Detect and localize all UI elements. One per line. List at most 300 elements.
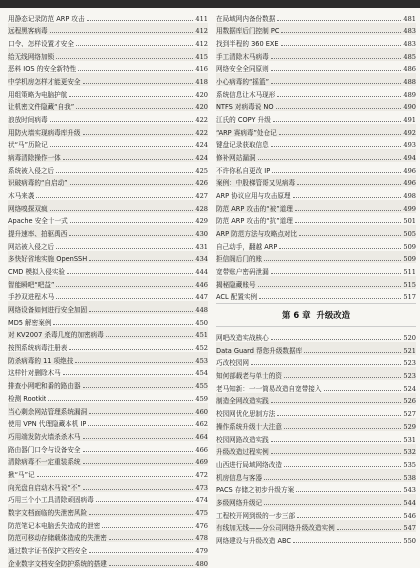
toc-entry-title: 状“马”历险记 [8, 141, 48, 150]
toc-entry-title: 校园网路改造实践 [216, 435, 269, 444]
toc-entry-title: 不许你私自更改 IP [216, 166, 271, 175]
toc-entry-title: 网络建设与升级改造 ABC [216, 536, 291, 545]
dot-leader [56, 285, 193, 287]
toc-entry[interactable] [216, 200, 416, 213]
dot-leader [88, 424, 193, 426]
toc-entry-title: 用组策略为电脑护航 [8, 90, 68, 99]
toc-entry-title: 修补网站漏洞 [216, 154, 256, 163]
dot-leader [56, 57, 193, 59]
toc-entry-title: 恶料 IOS 的安全新特性 [8, 65, 77, 74]
toc-entry-page: 517 [403, 293, 416, 302]
toc-entry-page: 420 [195, 103, 208, 112]
toc-entry-page: 483 [403, 40, 416, 49]
dot-leader [271, 401, 402, 403]
dot-leader [284, 427, 401, 429]
toc-entry[interactable] [8, 86, 208, 99]
toc-entry-page: 475 [195, 508, 208, 517]
dot-leader [69, 234, 193, 236]
toc-entry-page: 523 [403, 359, 416, 368]
toc-entry[interactable] [216, 380, 416, 393]
toc-entry[interactable] [216, 149, 416, 162]
toc-entry-title: 清除病毒不一定重装系统 [8, 458, 81, 467]
dot-leader [271, 82, 401, 84]
toc-entry-page: 450 [195, 318, 208, 327]
dot-leader [69, 348, 193, 350]
toc-entry[interactable] [8, 213, 208, 226]
toc-entry-title: ARP 协议应用与攻击原理 [216, 192, 291, 201]
toc-entry-page: 422 [195, 128, 208, 137]
toc-entry-page: 521 [403, 346, 416, 355]
toc-entry[interactable] [216, 329, 416, 342]
toc-entry-title: 多快好省地实施 OpenSSH [8, 255, 88, 264]
toc-entry[interactable] [216, 111, 416, 124]
dot-leader [83, 82, 194, 84]
toc-entry-title: 知何部载老与单士的资 [216, 372, 282, 381]
dot-leader [304, 351, 401, 353]
toc-entry-title: 给无线网络加锁 [8, 52, 55, 61]
toc-entry-page: 466 [195, 445, 208, 454]
dot-leader [109, 538, 194, 540]
toc-entry[interactable] [8, 352, 208, 365]
toc-entry-page: 462 [195, 420, 208, 429]
toc-entry[interactable] [8, 327, 208, 340]
toc-entry[interactable] [216, 456, 416, 469]
dot-leader [297, 516, 401, 518]
toc-entry-page: 498 [403, 192, 416, 201]
toc-entry-page: 505 [403, 230, 416, 239]
dot-leader [251, 363, 401, 365]
toc-entry[interactable] [8, 200, 208, 213]
toc-entry[interactable] [8, 73, 208, 86]
dot-leader [89, 551, 193, 553]
toc-entry[interactable] [216, 23, 416, 36]
toc-entry-page: 424 [195, 141, 208, 150]
toc-entry-title: 路由器门口令与设备安全 [8, 445, 81, 454]
dot-leader [295, 221, 402, 223]
toc-entry-page: 452 [195, 344, 208, 353]
dot-leader [50, 145, 194, 147]
toc-entry-page: 494 [403, 154, 416, 163]
toc-entry-page: 425 [195, 166, 208, 175]
toc-entry-title: CMD 模拟入侵实验 [8, 268, 66, 277]
toc-entry[interactable] [216, 532, 416, 545]
toc-entry-title: 企业数字文档安全防护系统的搭建 [8, 559, 107, 568]
toc-entry[interactable] [216, 494, 416, 507]
toc-entry[interactable] [8, 99, 208, 112]
toc-entry-page: 485 [403, 52, 416, 61]
toc-entry-title: 系统被入侵之后 [8, 166, 55, 175]
toc-entry[interactable] [8, 137, 208, 150]
toc-entry-title: 巧用三个小工具清除顽固病毒 [8, 496, 94, 505]
toc-entry[interactable] [8, 314, 208, 327]
toc-entry-page: 472 [195, 470, 208, 479]
dot-leader [89, 310, 193, 312]
dot-leader [89, 412, 193, 414]
toc-entry-page: 447 [195, 293, 208, 302]
toc-entry[interactable] [216, 393, 416, 406]
toc-entry-title: Data Guard 帮您升级数据库 [216, 346, 303, 355]
toc-entry-title: 揭秘隐藏账号 [216, 280, 256, 289]
toc-entry-page: 448 [195, 306, 208, 315]
toc-entry-page: 547 [403, 524, 416, 533]
dot-leader [284, 465, 401, 467]
toc-entry[interactable] [216, 238, 416, 251]
toc-entry-page: 454 [195, 369, 208, 378]
toc-entry-page: 532 [403, 448, 416, 457]
toc-entry-page: 509 [403, 242, 416, 251]
toc-entry-title: 系统信息让木马现形 [216, 90, 276, 99]
toc-entry-title: 当心剩余网站管理系统漏洞 [8, 407, 88, 416]
toc-entry-title: 通过数字证书保护文档安全 [8, 546, 88, 555]
dot-leader [271, 452, 402, 454]
toc-entry[interactable] [8, 251, 208, 264]
toc-entry[interactable] [8, 61, 208, 74]
dot-leader [89, 513, 193, 515]
toc-entry-title: 浪放时间病毒 [8, 116, 48, 125]
toc-entry-page: 434 [195, 255, 208, 264]
toc-entry-title: 有线加无线——分公司网络升级改造实例 [216, 524, 335, 533]
toc-entry[interactable] [8, 504, 208, 517]
toc-entry-title: 识破病毒的“自启动” [8, 179, 68, 188]
toc-entry-title: 巧改校园网 [216, 359, 249, 368]
dot-leader [83, 488, 194, 490]
dot-leader [272, 171, 401, 173]
dot-leader [83, 450, 194, 452]
toc-entry[interactable] [216, 48, 416, 61]
toc-entry[interactable] [8, 377, 208, 390]
dot-leader [293, 541, 401, 543]
toc-entry-page: 411 [195, 14, 208, 23]
dot-leader [324, 389, 402, 391]
dot-leader [56, 171, 193, 173]
toc-entry-page: 418 [195, 78, 208, 87]
dot-leader [63, 158, 194, 160]
toc-entry[interactable] [8, 428, 208, 441]
dot-leader [102, 526, 193, 528]
toc-entry-title: 制造全网改造实践 [216, 397, 269, 406]
toc-entry-title: 让机密文件隐藏“自我” [8, 103, 75, 112]
toc-entry[interactable] [216, 289, 416, 302]
toc-entry-page: 453 [195, 356, 208, 365]
toc-entry[interactable] [8, 441, 208, 454]
toc-entry-page: 488 [403, 78, 416, 87]
dot-leader [48, 399, 193, 401]
dot-leader [279, 133, 402, 135]
dot-leader [296, 490, 401, 492]
toc-entry[interactable] [216, 418, 416, 431]
toc-entry[interactable] [8, 390, 208, 403]
dot-leader [299, 234, 401, 236]
toc-entry[interactable] [8, 517, 208, 530]
toc-entry-page: 526 [403, 397, 416, 406]
toc-entry-page: 509 [403, 255, 416, 264]
toc-entry-page: 483 [403, 27, 416, 36]
header-banner [0, 0, 420, 8]
toc-entry-title: 远程黑客病毒 [8, 27, 48, 36]
toc-entry-title: 网络安全全同原则 [216, 65, 269, 74]
toc-entry-title: 小心病毒的“摇篮” [216, 78, 269, 87]
toc-entry-title: 按图系统病毒注册表 [8, 344, 68, 353]
toc-entry-title: 网络嗅探双疯 [8, 204, 48, 213]
toc-entry-title: MD5 解密案例 [8, 318, 52, 327]
dot-leader [297, 183, 401, 185]
toc-entry[interactable] [8, 225, 208, 238]
toc-entry-page: 422 [195, 116, 208, 125]
toc-entry-title: 这样针对删除木马 [8, 369, 61, 378]
toc-entry-page: 460 [195, 407, 208, 416]
toc-entry[interactable] [8, 111, 208, 124]
dot-leader [37, 475, 194, 477]
toc-entry-title: 向光盘自启动木马说“不” [8, 483, 81, 492]
dot-leader [293, 196, 402, 198]
toc-entry-page: 430 [195, 230, 208, 239]
toc-entry-page: 550 [403, 536, 416, 545]
toc-entry[interactable] [8, 454, 208, 467]
toc-entry-page: 535 [403, 460, 416, 469]
toc-entry[interactable] [216, 520, 416, 533]
toc-entry[interactable] [8, 263, 208, 276]
toc-entry-page: 493 [403, 141, 416, 150]
toc-entry-page: 546 [403, 511, 416, 520]
dot-leader [279, 247, 401, 249]
toc-entry-title: 多级网络升级记 [216, 498, 263, 507]
toc-entry-page: 451 [195, 331, 208, 340]
toc-entry[interactable] [216, 99, 416, 112]
toc-entry-title: 防杀病毒的 11 项绝技 [8, 356, 74, 365]
dot-leader [78, 69, 193, 71]
toc-entry-title: 升级改造过程实例 [216, 448, 269, 457]
toc-entry-title: 防范 ARP 攻击的“被”道理 [216, 204, 293, 213]
toc-entry-page: 496 [403, 166, 416, 175]
toc-entry[interactable] [8, 35, 208, 48]
toc-entry-title: 用防火墙实现病毒库升级 [8, 128, 81, 137]
toc-entry-page: 529 [403, 422, 416, 431]
toc-entry[interactable] [216, 61, 416, 74]
toc-entry-page: 431 [195, 242, 208, 251]
toc-entry[interactable] [216, 482, 416, 495]
toc-entry-page: 491 [403, 116, 416, 125]
toc-entry-page: 444 [195, 268, 208, 277]
toc-entry-page: 412 [195, 27, 208, 36]
toc-entry[interactable] [216, 276, 416, 289]
toc-entry[interactable] [216, 263, 416, 276]
dot-leader [258, 158, 402, 160]
toc-entry[interactable] [8, 492, 208, 505]
toc-entry[interactable] [8, 289, 208, 302]
toc-entry[interactable] [8, 416, 208, 429]
dot-leader [75, 361, 193, 363]
toc-entry-title: 机房信息与客器 [216, 473, 263, 482]
chapter-number: 第 6 章 [282, 310, 311, 321]
toc-entry[interactable] [216, 251, 416, 264]
toc-entry[interactable] [216, 137, 416, 150]
toc-entry-title: 江氏的 COPY 升级 [216, 116, 271, 125]
dot-leader [284, 376, 401, 378]
toc-entry-title: 拒信阁后门的账 [216, 255, 263, 264]
toc-entry-title: 中学机房怎样才能更安全 [8, 78, 81, 87]
toc-entry-page: 479 [195, 546, 208, 555]
toc-entry-page: 446 [195, 280, 208, 289]
toc-entry-title: 用静态记录防范 ARP 攻击 [8, 14, 85, 23]
toc-entry-title: 排查小网吧和番的路由器 [8, 382, 81, 391]
dot-leader [83, 437, 194, 439]
toc-entry-title: 病毒清除操作一体 [8, 154, 61, 163]
toc-entry[interactable] [216, 73, 416, 86]
dot-leader [337, 528, 402, 530]
toc-entry-page: 490 [403, 103, 416, 112]
toc-entry-page: 459 [195, 394, 208, 403]
toc-entry-title: ARP 防范方法与攻略点对比 [216, 230, 298, 239]
toc-entry-title: 手抄双进程木马 [8, 293, 55, 302]
toc-entry[interactable] [8, 238, 208, 251]
dot-leader [277, 414, 401, 416]
toc-entry[interactable] [8, 162, 208, 175]
dot-leader [271, 272, 402, 274]
toc-entry[interactable] [8, 555, 208, 568]
toc-entry[interactable] [216, 431, 416, 444]
toc-entry[interactable] [216, 367, 416, 380]
toc-entry-page: 420 [195, 90, 208, 99]
toc-entry[interactable] [216, 10, 416, 23]
toc-entry-title: 对 KV2007 杀毒几度的加密病毒 [8, 331, 104, 340]
toc-entry[interactable] [8, 403, 208, 416]
dot-leader [281, 44, 402, 46]
dot-leader [76, 107, 193, 109]
dot-leader [83, 386, 194, 388]
toc-entry-title: 校园网优化思制方法 [216, 410, 276, 419]
dot-leader [63, 373, 194, 375]
toc-entry[interactable] [8, 187, 208, 200]
toc-entry-title: 工程校开网到级的一步三部 [216, 511, 296, 520]
toc-entry[interactable] [8, 23, 208, 36]
toc-entry-page: 429 [195, 217, 208, 226]
toc-entry-title: ACL 配置实例 [216, 293, 258, 302]
toc-entry-title: 使用 VPN 代理隐藏本机 IP [8, 420, 87, 429]
toc-entry-page: 427 [195, 192, 208, 201]
toc-entry-title: 防范可移动存储载体造成的失泄密 [8, 534, 107, 543]
dot-leader [70, 183, 194, 185]
dot-leader [277, 95, 401, 97]
toc-entry[interactable] [216, 175, 416, 188]
toc-entry-page: 469 [195, 458, 208, 467]
toc-entry[interactable] [216, 35, 416, 48]
toc-entry[interactable] [8, 175, 208, 188]
dot-leader [87, 19, 194, 21]
dot-leader [106, 335, 194, 337]
toc-entry-title: 网络设备如何进行安全加固 [8, 306, 88, 315]
dot-leader [277, 19, 401, 21]
toc-entry[interactable] [8, 365, 208, 378]
dot-leader [70, 221, 194, 223]
toc-entry-page: 544 [403, 498, 416, 507]
toc-entry[interactable] [216, 124, 416, 137]
toc-entry[interactable] [216, 507, 416, 520]
toc-entry-title: 防范笔记本电脑丢失造成的泄密 [8, 521, 101, 530]
toc-entry[interactable] [8, 479, 208, 492]
toc-entry[interactable] [216, 355, 416, 368]
toc-entry[interactable] [8, 339, 208, 352]
toc-entry-page: 473 [195, 483, 208, 492]
dot-leader [295, 209, 402, 211]
toc-entry[interactable] [8, 301, 208, 314]
toc-entry-title: 数字文档面临的失泄密风险 [8, 508, 88, 517]
toc-entry-page: 515 [403, 280, 416, 289]
toc-entry-page: 486 [403, 65, 416, 74]
dot-leader [89, 259, 193, 261]
toc-entry[interactable] [216, 342, 416, 355]
chapter-heading [216, 303, 416, 327]
dot-leader [273, 120, 402, 122]
toc-entry[interactable] [8, 542, 208, 555]
toc-entry-title: 手工清除木马病毒 [216, 52, 269, 61]
toc-entry-page: 496 [403, 179, 416, 188]
dot-leader [281, 31, 401, 33]
toc-entry[interactable] [8, 466, 208, 479]
toc-entry-page: 478 [195, 534, 208, 543]
toc-entry-page: 455 [195, 382, 208, 391]
toc-entry-page: 531 [403, 435, 416, 444]
dot-leader [50, 120, 194, 122]
toc-entry[interactable] [216, 187, 416, 200]
dot-leader [271, 57, 402, 59]
toc-entry[interactable] [216, 162, 416, 175]
toc-entry-page: 492 [403, 128, 416, 137]
dot-leader [264, 503, 401, 505]
toc-entry-title: PACS 存储之初步升级方案 [216, 486, 295, 495]
toc-entry-title: 防范 ARP 攻击的“抗”道理 [216, 217, 293, 226]
toc-entry[interactable] [8, 276, 208, 289]
dot-leader [36, 196, 193, 198]
toc-entry-title: 自己动手，翻越 ARP [216, 242, 278, 251]
toc-entry-page: 481 [403, 14, 416, 23]
toc-entry-page: 416 [195, 65, 208, 74]
toc-entry-title: 口令、怎样设置才安全 [8, 40, 74, 49]
dot-leader [258, 285, 402, 287]
toc-entry-title: 宽带账户密码泄漏 [216, 268, 269, 277]
toc-entry-page: 523 [403, 372, 416, 381]
toc-entry-title: 网站被入侵之后 [8, 242, 55, 251]
toc-entry-page: 527 [403, 410, 416, 419]
toc-entry[interactable] [8, 149, 208, 162]
dot-leader [56, 297, 193, 299]
dot-leader [264, 259, 401, 261]
dot-leader [271, 145, 402, 147]
toc-entry-title: 在局域网内备份数据 [216, 14, 276, 23]
toc-entry-page: 499 [403, 204, 416, 213]
dot-leader [69, 95, 193, 97]
toc-entry-title: 揪“马”记 [8, 470, 35, 479]
toc-entry[interactable] [8, 48, 208, 61]
toc-entry-title: NTFS 对病毒说 NO [216, 103, 274, 112]
toc-entry-page: 538 [403, 473, 416, 482]
toc-entry[interactable] [8, 10, 208, 23]
toc-entry[interactable] [216, 469, 416, 482]
toc-entry[interactable] [216, 405, 416, 418]
toc-entry-page: 426 [195, 179, 208, 188]
toc-entry-title: 用数据库后门控制 PC [216, 27, 280, 36]
toc-entry[interactable] [216, 225, 416, 238]
toc-entry-title: 检测 Rootkit [8, 394, 47, 403]
toc-entry-page: 464 [195, 432, 208, 441]
toc-entry[interactable] [216, 86, 416, 99]
toc-entry-page: 424 [195, 154, 208, 163]
toc-entry[interactable] [216, 213, 416, 226]
toc-entry[interactable] [216, 444, 416, 457]
toc-entry[interactable] [8, 124, 208, 137]
toc-entry-title: “ARP 赛病毒”处仓记 [216, 128, 277, 137]
dot-leader [109, 564, 194, 566]
dot-leader [56, 247, 193, 249]
